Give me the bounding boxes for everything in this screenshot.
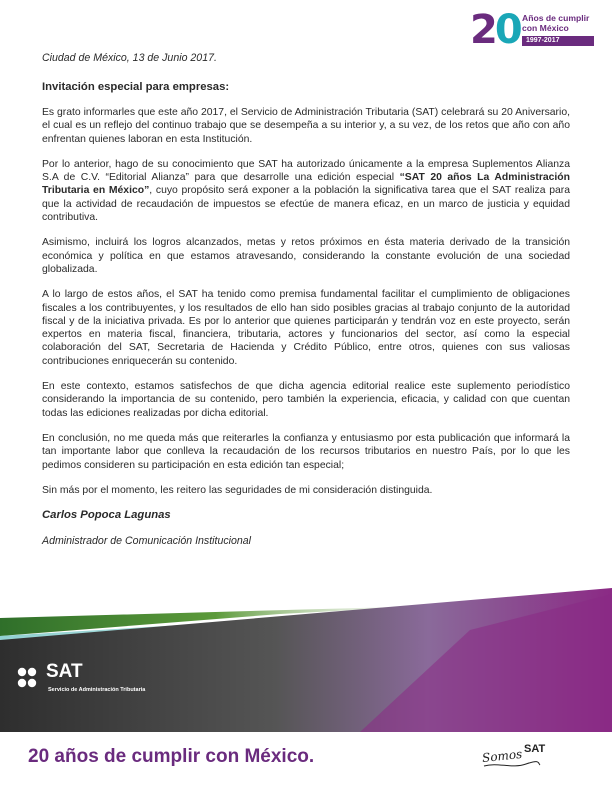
decorative-gradient-band <box>0 570 612 732</box>
footer-tagline: 20 años de cumplir con México. <box>28 746 315 767</box>
somos-sat-wordmark: SAT <box>524 743 546 755</box>
anniversary-logo-number: 20 <box>470 7 520 53</box>
publication-title: “SAT 20 años La Administración Tributaria en México” <box>42 172 570 197</box>
letter-heading: Invitación especial para empresas: <box>42 81 230 93</box>
signature-underline-icon <box>482 760 542 770</box>
sat-wordmark: SAT <box>46 661 83 682</box>
letter-date: Ciudad de México, 13 de Junio 2017. <box>42 52 217 64</box>
anniversary-logo-years: 1997-2017 <box>522 36 594 46</box>
signer-title: Administrador de Comunicación Institucional <box>42 535 252 548</box>
paragraph-4: A lo largo de estos años, el SAT ha tenido como premisa fundamental facilitar el cumplimiento de obligaciones fiscales a los contribuyentes, y los resultados de ello han sido posibles gracias al trabajo conjunto de la autoridad fiscal y de la iniciativa privada. Es por lo anterior que quienes participarán y tendrán voz en este proyecto, serán expertos en materia fiscal, financiera, tributaria, actores y funcionarios del sector, así como la especial colaboración del SAT, Secretaria de Hacienda y Crédito Público, entre otros, quienes con sus valiosas contribuciones enriquecerán su contenido. <box>42 289 570 367</box>
sat-emblem-icon <box>16 666 46 692</box>
paragraph-6: En conclusión, no me queda más que reiterarles la confianza y entusiasmo por esta publicación que informará la tan importante labor que conlleva la recaudación de los recursos tributarios en nuestro País, por lo que les pedimos consideren su participación en esta edición tan especial; <box>42 432 570 471</box>
paragraph-2: Por lo anterior, hago de su conocimiento que SAT ha autorizado únicamente a la empresa Suplementos Alianza S.A de C.V. “Editorial Alianza” para que desarrolle una edición especial “SAT 20 años La Administración Tributaria en México”, cuyo propósito será exponer a la población la significativa tarea que el SAT realiza para que la actividad de recaudación de impuestos se efectúe de manera eficaz, en un marco de justicia y equidad contributiva. <box>42 158 570 224</box>
letter-body <box>42 52 570 547</box>
anniversary-logo <box>470 7 598 53</box>
paragraph-5: En este contexto, estamos satisfechos de que dicha agencia editorial realice este suplemento periodístico considerando la importancia de su contenido, pero también la experiencia, eficacia, y calidad con que cuentan todas las ediciones realizadas por dicha editorial. <box>42 381 570 419</box>
paragraph-7: Sin más por el momento, les reitero las seguridades de mi consideración distinguida. <box>42 484 433 496</box>
paragraph-3: Asimismo, incluirá los logros alcanzados, metas y retos próximos en ésta materia derivado de la transición económica y política en que estamos atravesando, considerando la constante evolución de una sociedad globalizada. <box>42 237 570 275</box>
sat-subtitle: Servicio de Administración Tributaria <box>48 687 146 693</box>
somos-script: Somos <box>481 746 523 766</box>
paragraph-1: Es grato informarles que este año 2017, el Servicio de Administración Tributaria (SAT) celebrará su 20 Aniversario, el cual es un reflejo del continuo trabajo que se desempeña a su interior y, a su vez, de los retos que año con año enfrentan quienes laboran en esta Institución. <box>42 107 570 145</box>
somos-sat-logo <box>482 744 552 770</box>
signer-name: Carlos Popoca Lagunas <box>42 509 171 522</box>
anniversary-logo-text: Años de cumplir con México <box>522 13 590 33</box>
